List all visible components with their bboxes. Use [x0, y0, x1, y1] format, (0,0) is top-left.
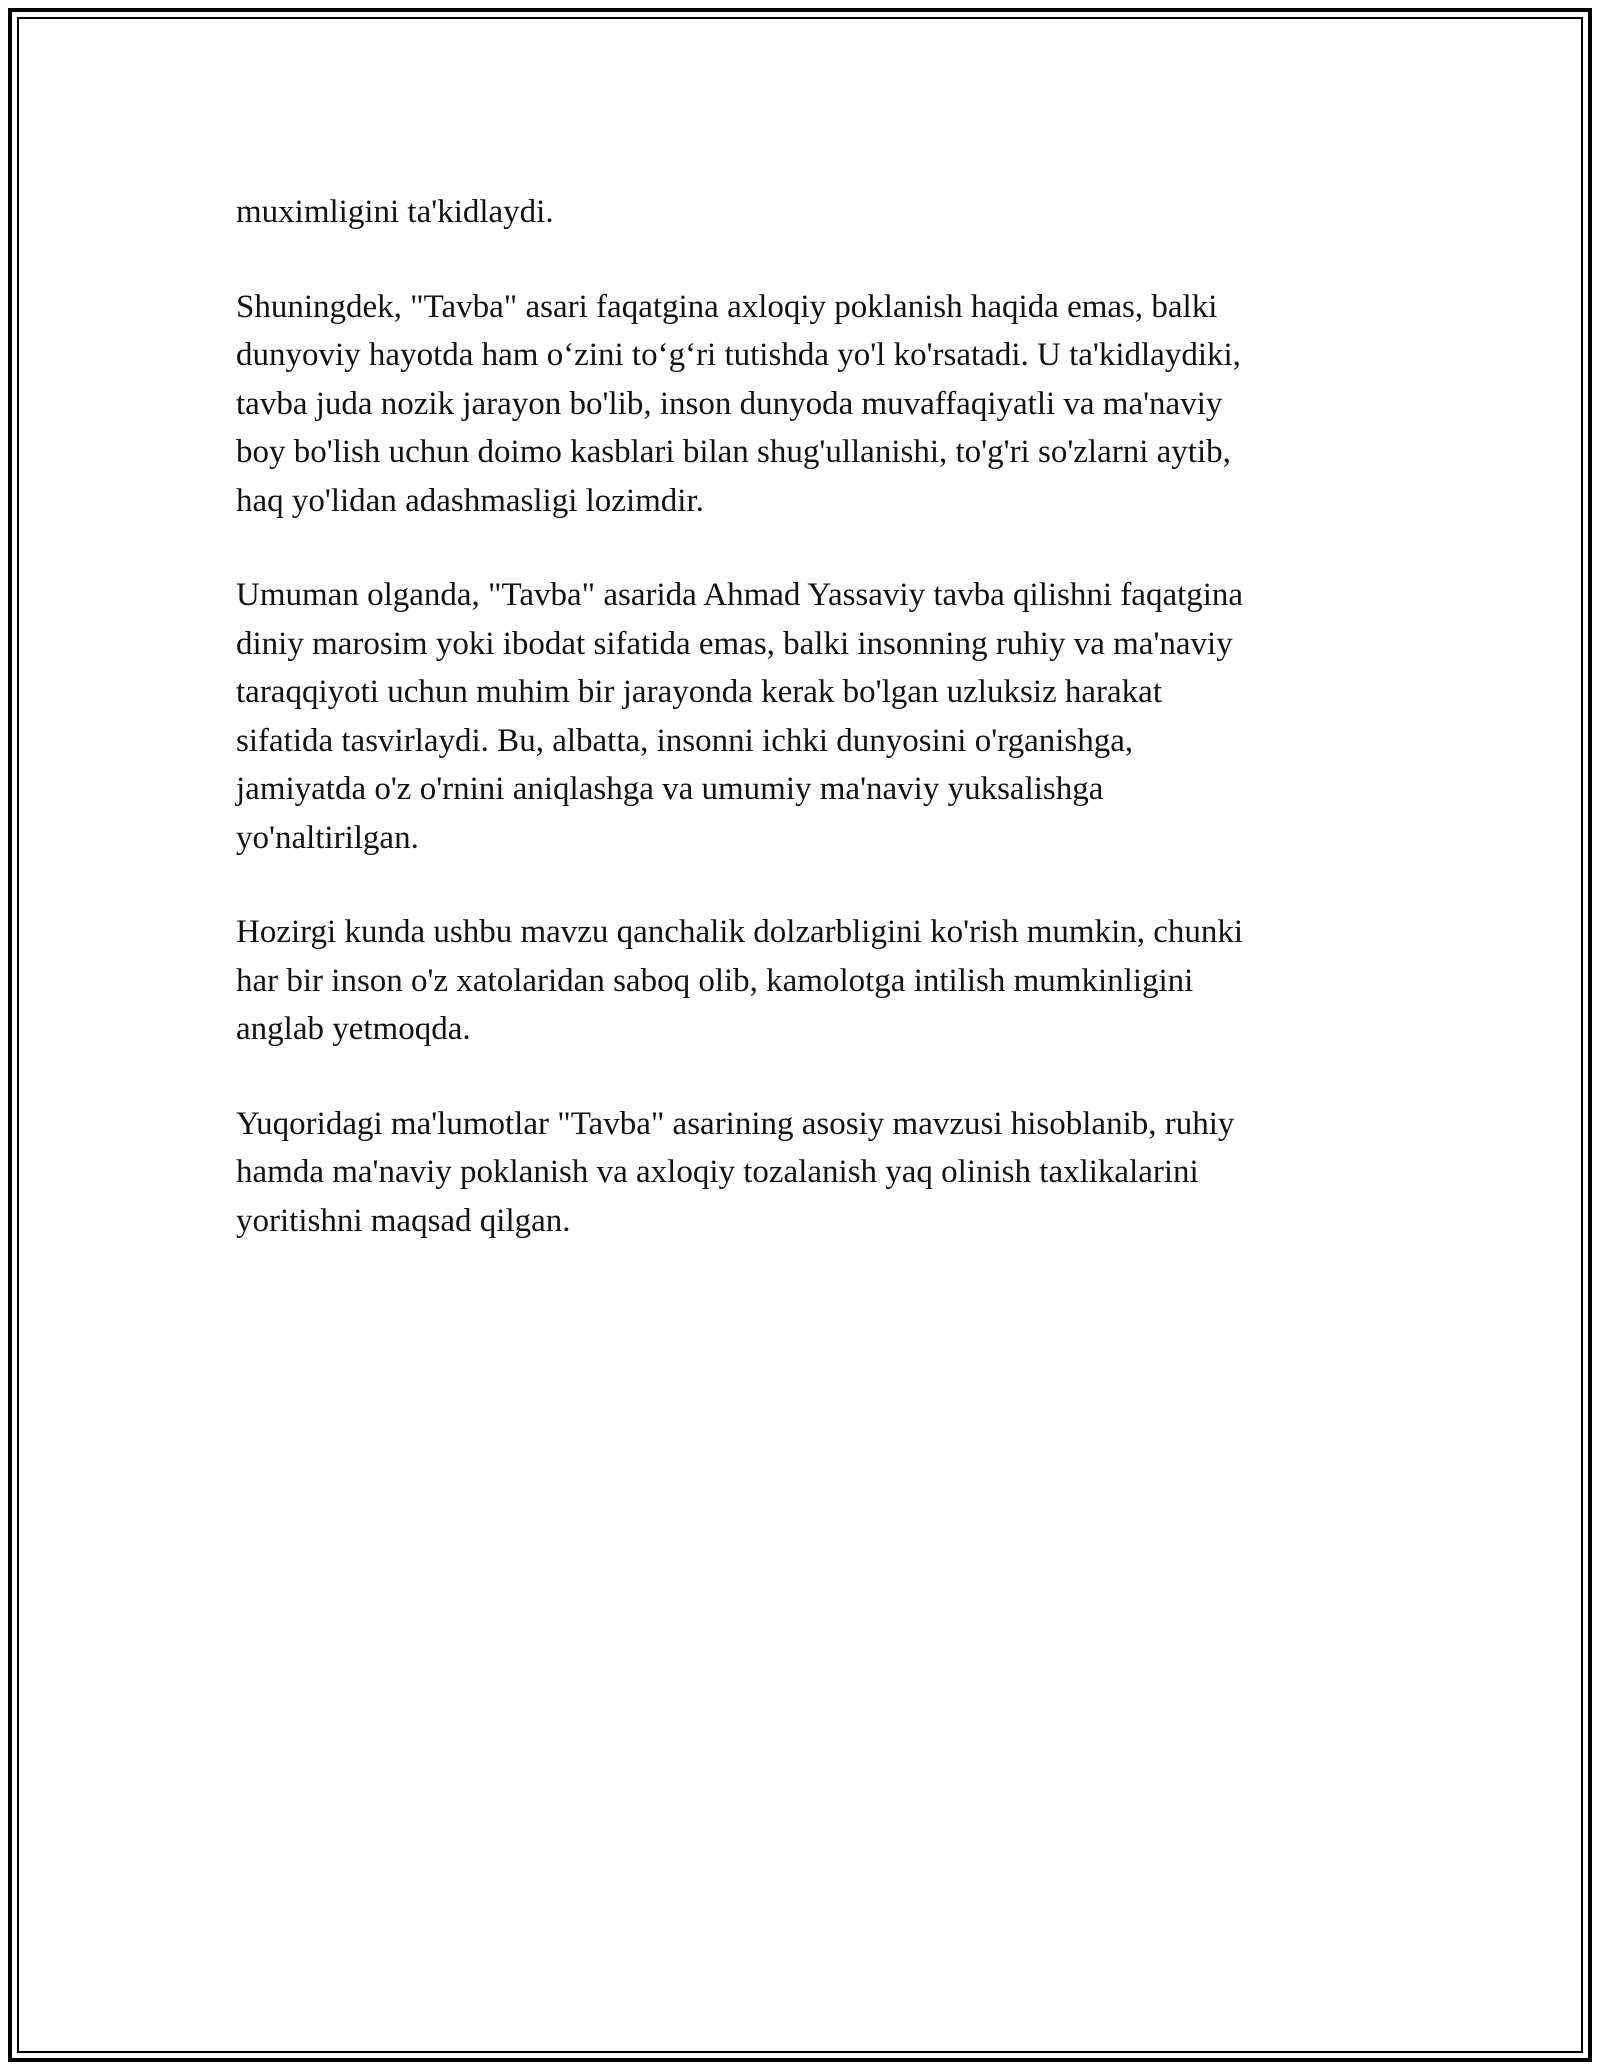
text-line: taraqqiyoti uchun muhim bir jarayonda kerak bo'lgan uzluksiz harakat	[236, 674, 1162, 710]
document-body	[236, 188, 1376, 1291]
text-line: boy bo'lish uchun doimo kasblari bilan shug'ullanishi, to'g'ri so'zlarni aytib,	[236, 434, 1231, 470]
text-line: tavba juda nozik jarayon bo'lib, inson dunyoda muvaffaqiyatli va ma'naviy	[236, 385, 1223, 422]
paragraph-1	[236, 188, 1376, 237]
text-line: har bir inson o'z xatolaridan saboq olib, kamolotga intilish mumkinligini	[236, 962, 1194, 999]
text-line: sifatida tasvirlaydi. Bu, albatta, insonni ichki dunyosini o'rganishga,	[236, 722, 1134, 759]
text-line: Umuman olganda, "Tavba" asarida Ahmad Yassaviy tavba qilishni faqatgina	[236, 577, 1244, 613]
text-line: muximligini ta'kidlaydi.	[236, 194, 554, 230]
paragraph-2	[236, 283, 1376, 526]
text-line: Hozirgi kunda ushbu mavzu qanchalik dolzarbligini ko'rish mumkin, chunki	[236, 914, 1244, 950]
text-line: hamda ma'naviy poklanish va axloqiy tozalanish yaq olinish taxlikalarini	[236, 1154, 1199, 1190]
paragraph-3	[236, 571, 1376, 862]
text-line: Yuqoridagi ma'lumotlar "Tavba" asarining asosiy mavzusi hisoblanib, ruhiy	[236, 1105, 1235, 1142]
text-line: yoritishni maqsad qilgan.	[236, 1202, 571, 1239]
paragraph-5	[236, 1100, 1376, 1246]
text-line: jamiyatda o'z o'rnini aniqlashga va umumiy ma'naviy yuksalishga	[236, 771, 1104, 807]
text-line: dunyoviy hayotda ham o‘zini to‘g‘ri tutishda yo'l ko'rsatadi. U ta'kidlaydiki,	[236, 337, 1241, 373]
text-line: Shuningdek, "Tavba" asari faqatgina axloqiy poklanish haqida emas, balki	[236, 288, 1218, 325]
paragraph-4	[236, 908, 1376, 1054]
text-line: anglab yetmoqda.	[236, 1011, 471, 1047]
text-line: diniy marosim yoki ibodat sifatida emas, balki insonning ruhiy va ma'naviy	[236, 625, 1233, 662]
text-line: yo'naltirilgan.	[236, 819, 419, 856]
text-line: haq yo'lidan adashmasligi lozimdir.	[236, 482, 704, 519]
